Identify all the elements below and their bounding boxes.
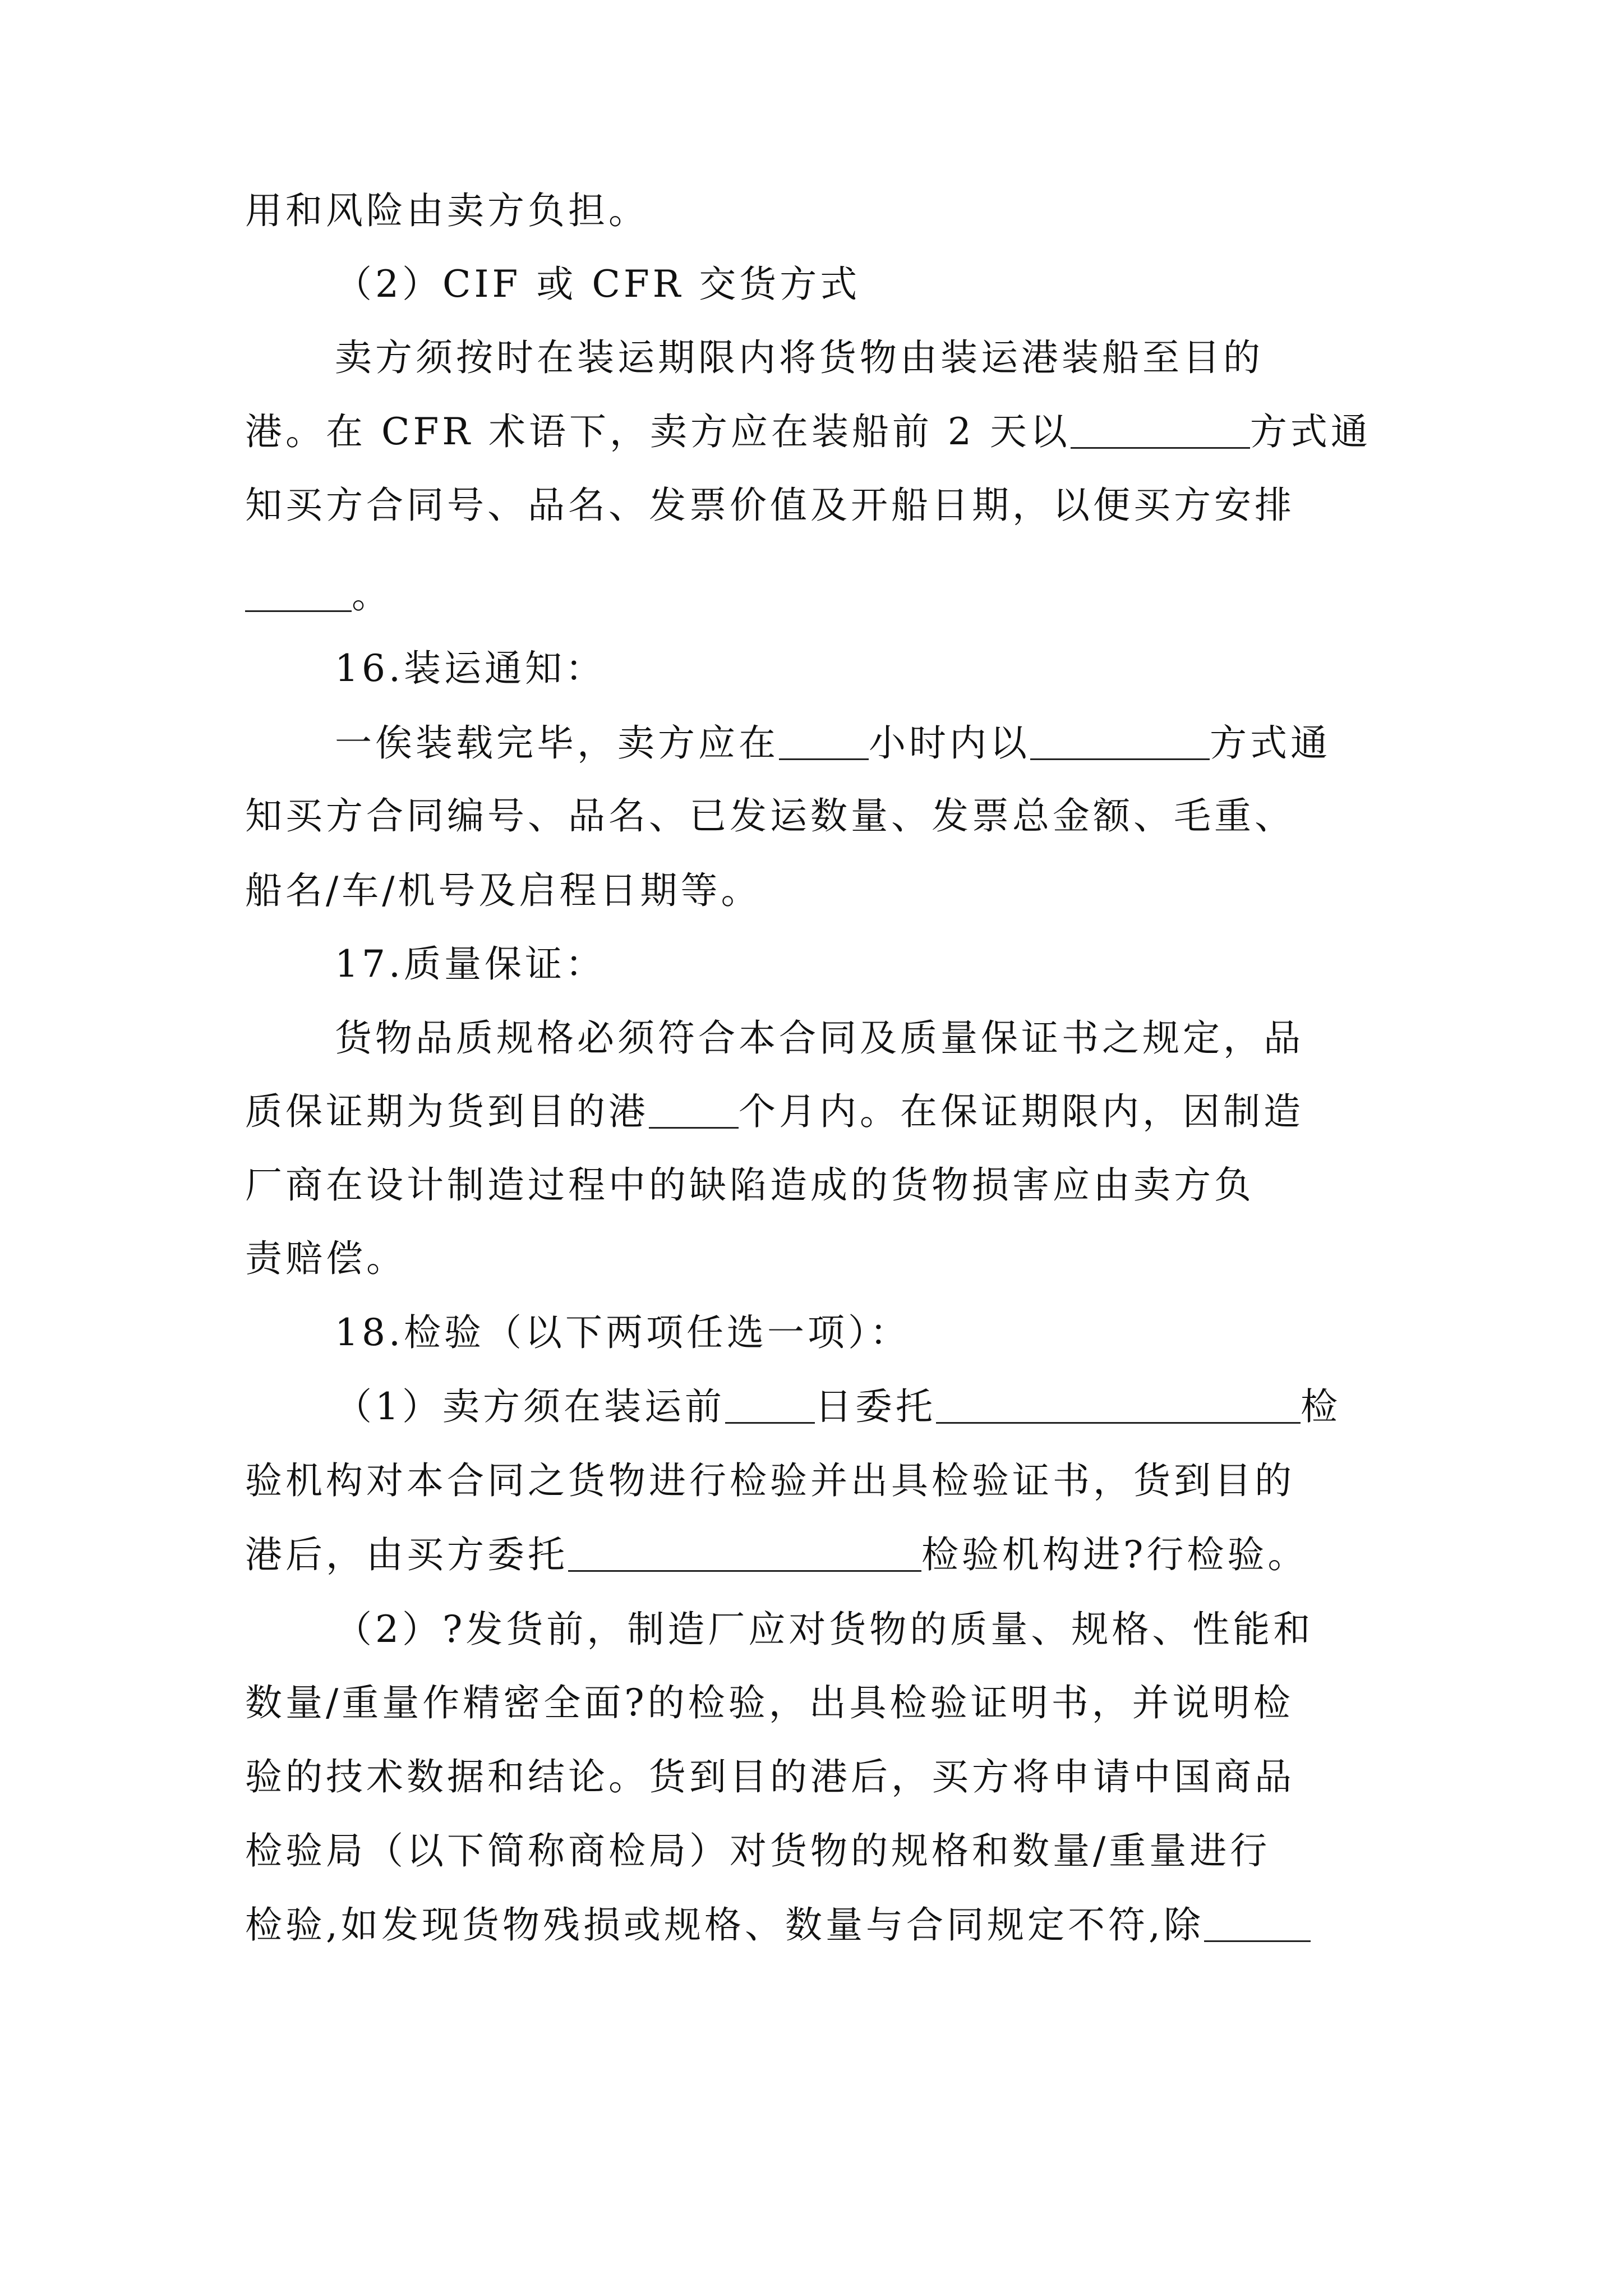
text-segment: 一俟装载完毕，卖方应在 xyxy=(335,721,779,765)
text-segment: 检 xyxy=(1301,1385,1341,1428)
text-line xyxy=(245,1669,1294,1737)
text-line xyxy=(245,1447,1295,1515)
text-segment: 数量/重量作精密全面?的检验，出具检验证明书，并说明检 xyxy=(245,1681,1294,1724)
text-segment: （1）卖方须在装运前 xyxy=(335,1385,725,1428)
text-line xyxy=(335,1299,910,1366)
text-segment: 日委托 xyxy=(815,1385,936,1428)
fill-in-blank[interactable] xyxy=(568,1536,921,1572)
text-segment: （2）?发货前，制造厂应对货物的质量、规格、性能和 xyxy=(335,1608,1314,1651)
text-line xyxy=(335,324,1264,392)
text-segment: 检验局（以下简称商检局）对货物的规格和数量/重量进行 xyxy=(245,1829,1271,1872)
text-line xyxy=(245,398,1371,466)
text-line xyxy=(245,1743,1295,1811)
text-segment: 知买方合同编号、品名、已发运数量、发票总金额、毛重、 xyxy=(245,794,1295,838)
text-segment: 。 xyxy=(352,573,392,616)
fill-in-blank[interactable] xyxy=(1030,725,1210,760)
fill-in-blank[interactable] xyxy=(725,1388,815,1424)
text-line xyxy=(335,1596,1313,1663)
text-segment: 方式通 xyxy=(1210,721,1331,765)
text-segment: 船名/车/机号及启程日期等。 xyxy=(245,869,762,912)
text-segment: 验的技术数据和结论。货到目的港后，买方将申请中国商品 xyxy=(245,1755,1295,1798)
fill-in-blank[interactable] xyxy=(779,725,869,760)
text-line xyxy=(245,1152,1255,1219)
fill-in-blank[interactable] xyxy=(649,1093,739,1129)
fill-in-blank[interactable] xyxy=(1204,1907,1311,1942)
text-segment: 17.质量保证： xyxy=(335,942,606,986)
text-segment: 港后，由买方委托 xyxy=(245,1533,568,1576)
text-line xyxy=(335,710,1331,777)
text-line xyxy=(245,1521,1308,1589)
text-line xyxy=(335,1005,1304,1072)
text-line xyxy=(335,251,860,318)
text-segment: 检验,如发现货物残损或规格、数量与合同规定不符,除 xyxy=(245,1903,1204,1947)
text-line xyxy=(335,931,606,998)
text-line xyxy=(245,1078,1304,1145)
text-segment: 货物品质规格必须符合本合同及质量保证书之规定，品 xyxy=(335,1016,1304,1060)
text-segment: 16.装运通知： xyxy=(335,647,606,690)
text-line xyxy=(335,1373,1341,1441)
text-line xyxy=(245,783,1295,850)
text-segment: 用和风险由卖方负担。 xyxy=(245,189,649,232)
fill-in-blank[interactable] xyxy=(936,1388,1301,1424)
text-segment: 质保证期为货到目的港 xyxy=(245,1090,649,1133)
text-line xyxy=(245,1892,1311,1959)
text-segment: 知买方合同号、品名、发票价值及开船日期，以便买方安排 xyxy=(245,484,1295,527)
text-segment: 18.检验（以下两项任选一项）： xyxy=(335,1311,910,1354)
text-segment: 责赔偿。 xyxy=(245,1237,407,1280)
text-line xyxy=(245,857,761,924)
text-segment: 厂商在设计制造过程中的缺陷造成的货物损害应由卖方负 xyxy=(245,1163,1255,1207)
text-line xyxy=(335,635,606,702)
text-segment: 个月内。在保证期限内，因制造 xyxy=(739,1090,1304,1133)
text-segment: 检验机构进?行检验。 xyxy=(921,1533,1308,1576)
fill-in-blank[interactable] xyxy=(245,577,352,612)
text-segment: 小时内以 xyxy=(869,721,1030,765)
text-line xyxy=(245,562,392,629)
text-segment: （2）CIF 或 CFR 交货方式 xyxy=(335,263,861,306)
text-segment: 方式通 xyxy=(1249,410,1371,453)
text-segment: 港。在 CFR 术语下，卖方应在装船前 2 天以 xyxy=(245,410,1071,453)
text-line xyxy=(245,177,649,245)
fill-in-blank[interactable] xyxy=(1071,413,1250,449)
text-line xyxy=(245,1225,407,1292)
text-segment: 卖方须按时在装运期限内将货物由装运港装船至目的 xyxy=(335,336,1264,379)
text-line xyxy=(245,472,1295,539)
text-segment: 验机构对本合同之货物进行检验并出具检验证书，货到目的 xyxy=(245,1459,1295,1502)
text-line xyxy=(245,1818,1270,1885)
